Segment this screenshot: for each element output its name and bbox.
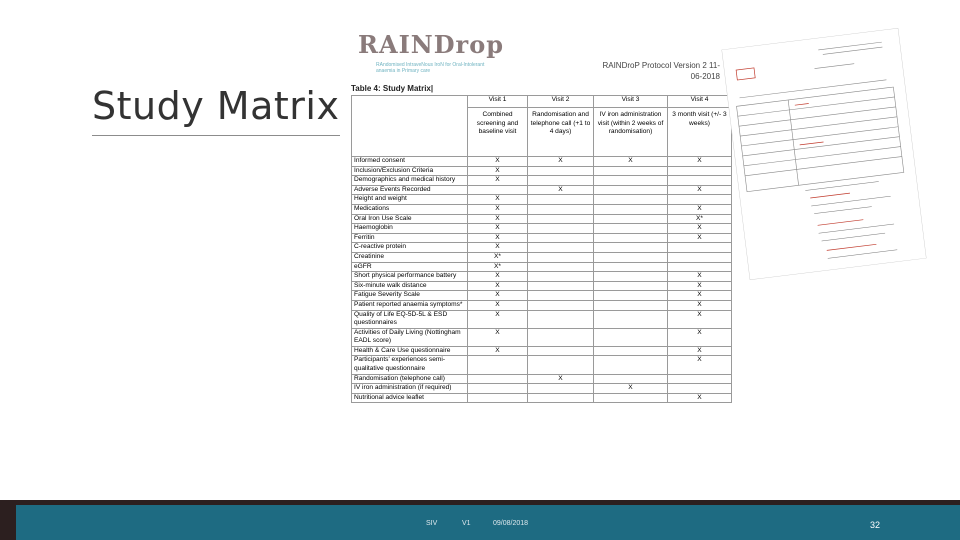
visit-4-cell: X (668, 393, 732, 403)
visit-3-cell (594, 272, 668, 282)
activity-cell: Oral Iron Use Scale (352, 214, 468, 224)
visit-4-cell (668, 243, 732, 253)
visit-1-cell: X (468, 291, 528, 301)
visit-header-row (352, 96, 732, 108)
visit-4-cell: X (668, 157, 732, 167)
study-matrix-table (351, 95, 732, 403)
footer-date: 09/08/2018 (493, 520, 529, 527)
visit-4-cell: X* (668, 214, 732, 224)
visit-2-cell (528, 166, 594, 176)
table-row (352, 328, 732, 346)
table-caption: Table 4: Study Matrix| (351, 84, 434, 93)
table-row (352, 204, 732, 214)
visit-1-cell (468, 185, 528, 195)
logo-subtitle-line1: RAndomised IntraveNous IroN for Oral-Intolerant (376, 62, 485, 68)
visit-3-header: Visit 3 (594, 96, 668, 108)
activity-cell: Fatigue Severity Scale (352, 291, 468, 301)
visit-4-cell: X (668, 185, 732, 195)
table-row (352, 262, 732, 272)
visit-1-cell: X* (468, 262, 528, 272)
visit-2-cell (528, 214, 594, 224)
activity-header-cell (352, 96, 468, 157)
visit-1-cell: X (468, 204, 528, 214)
table-row (352, 233, 732, 243)
visit-1-cell: X (468, 166, 528, 176)
visit-1-cell: X (468, 281, 528, 291)
activity-cell: Participants' experiences semi-qualitative questionnaire (352, 356, 468, 374)
visit-1-cell: X (468, 346, 528, 356)
study-matrix-body (352, 157, 732, 403)
visit-4-cell: X (668, 224, 732, 234)
visit-3-cell (594, 185, 668, 195)
visit-2-cell (528, 346, 594, 356)
visit-3-cell (594, 243, 668, 253)
document-thumbnail-image (722, 28, 927, 280)
visit-2-cell (528, 176, 594, 186)
visit-4-cell: X (668, 204, 732, 214)
visit-4-cell: X (668, 291, 732, 301)
visit-2-cell (528, 233, 594, 243)
visit-1-cell (468, 374, 528, 384)
footer-version: V1 (462, 520, 471, 527)
visit-4-cell (668, 176, 732, 186)
visit-4-cell (668, 195, 732, 205)
activity-cell: Inclusion/Exclusion Criteria (352, 166, 468, 176)
visit-4-header: Visit 4 (668, 96, 732, 108)
visit-3-cell (594, 346, 668, 356)
visit-1-cell: X (468, 224, 528, 234)
visit-3-cell (594, 291, 668, 301)
table-row (352, 272, 732, 282)
protocol-version: RAINDroP Protocol Version 2 11-06-2018 (602, 61, 720, 81)
table-row (352, 310, 732, 328)
table-row (352, 252, 732, 262)
table-row (352, 195, 732, 205)
visit-2-header: Visit 2 (528, 96, 594, 108)
table-row (352, 281, 732, 291)
visit-1-cell (468, 393, 528, 403)
visit-1-cell (468, 356, 528, 374)
visit-3-cell (594, 204, 668, 214)
raindrop-logo (358, 28, 504, 74)
visit-3-description: IV iron administration visit (within 2 weeks of randomisation) (594, 108, 668, 157)
slide-title: Study Matrix (92, 84, 340, 128)
visit-2-description: Randomisation and telephone call (+1 to 4 days) (528, 108, 594, 157)
visit-3-cell (594, 252, 668, 262)
visit-1-cell: X (468, 157, 528, 167)
visit-2-cell (528, 195, 594, 205)
activity-cell: C-reactive protein (352, 243, 468, 253)
visit-3-cell: X (594, 157, 668, 167)
visit-1-cell: X (468, 328, 528, 346)
activity-cell: eGFR (352, 262, 468, 272)
visit-1-cell: X (468, 310, 528, 328)
visit-1-cell: X (468, 300, 528, 310)
table-row (352, 176, 732, 186)
visit-4-cell: X (668, 300, 732, 310)
visit-3-cell (594, 176, 668, 186)
visit-4-cell: X (668, 346, 732, 356)
activity-cell: Randomisation (telephone call) (352, 374, 468, 384)
table-row (352, 384, 732, 394)
table-row (352, 243, 732, 253)
visit-3-cell (594, 281, 668, 291)
activity-cell: Health & Care Use questionnaire (352, 346, 468, 356)
table-row (352, 166, 732, 176)
visit-1-cell: X (468, 233, 528, 243)
table-row (352, 374, 732, 384)
visit-4-description: 3 month visit (+/- 3 weeks) (668, 108, 732, 157)
table-row (352, 214, 732, 224)
activity-cell: Activities of Daily Living (Nottingham EADL score) (352, 328, 468, 346)
activity-cell: Medications (352, 204, 468, 214)
visit-3-cell (594, 224, 668, 234)
visit-1-cell: X (468, 195, 528, 205)
visit-3-cell (594, 300, 668, 310)
document-thumbnail (722, 28, 927, 280)
activity-cell: Height and weight (352, 195, 468, 205)
visit-2-cell (528, 291, 594, 301)
activity-cell: Six-minute walk distance (352, 281, 468, 291)
activity-cell: Nutritional advice leaflet (352, 393, 468, 403)
visit-3-cell (594, 233, 668, 243)
visit-3-cell (594, 374, 668, 384)
visit-1-cell: X* (468, 252, 528, 262)
activity-cell: Adverse Events Recorded (352, 185, 468, 195)
visit-2-cell (528, 281, 594, 291)
visit-1-header: Visit 1 (468, 96, 528, 108)
visit-3-cell (594, 393, 668, 403)
table-row (352, 356, 732, 374)
visit-4-cell (668, 252, 732, 262)
visit-4-cell: X (668, 310, 732, 328)
visit-2-cell (528, 328, 594, 346)
table-row (352, 185, 732, 195)
activity-cell: Quality of Life EQ-5D-5L & ESD questionnaires (352, 310, 468, 328)
visit-2-cell (528, 243, 594, 253)
visit-3-cell (594, 214, 668, 224)
visit-1-cell: X (468, 243, 528, 253)
visit-3-cell (594, 310, 668, 328)
title-underline (92, 135, 340, 136)
visit-4-cell (668, 262, 732, 272)
footer-site: SIV (426, 520, 438, 527)
visit-4-cell (668, 374, 732, 384)
logo-wordmark: RAINDrop (358, 30, 504, 59)
visit-2-cell (528, 204, 594, 214)
visit-1-cell: X (468, 214, 528, 224)
visit-2-cell (528, 384, 594, 394)
visit-3-cell (594, 166, 668, 176)
activity-cell: Informed consent (352, 157, 468, 167)
visit-4-cell: X (668, 272, 732, 282)
table-row (352, 346, 732, 356)
visit-4-cell: X (668, 328, 732, 346)
visit-1-cell: X (468, 176, 528, 186)
table-row (352, 393, 732, 403)
visit-2-cell: X (528, 185, 594, 195)
footer-bar (0, 505, 960, 540)
visit-4-cell: X (668, 233, 732, 243)
table-row (352, 157, 732, 167)
visit-2-cell (528, 310, 594, 328)
visit-2-cell (528, 262, 594, 272)
slide-number: 32 (869, 520, 880, 530)
visit-3-cell: X (594, 384, 668, 394)
table-row (352, 291, 732, 301)
activity-cell: Creatinine (352, 252, 468, 262)
visit-3-cell (594, 262, 668, 272)
visit-2-cell (528, 252, 594, 262)
visit-3-cell (594, 356, 668, 374)
visit-4-cell (668, 384, 732, 394)
visit-3-cell (594, 195, 668, 205)
visit-2-cell (528, 356, 594, 374)
logo-subtitle-line2: anaemia in Primary care (376, 68, 431, 74)
activity-cell: Short physical performance battery (352, 272, 468, 282)
visit-2-cell (528, 224, 594, 234)
visit-1-cell (468, 384, 528, 394)
activity-cell: Haemoglobin (352, 224, 468, 234)
visit-4-cell: X (668, 356, 732, 374)
table-row (352, 300, 732, 310)
visit-4-cell (668, 166, 732, 176)
visit-3-cell (594, 328, 668, 346)
visit-2-cell: X (528, 374, 594, 384)
activity-cell: Demographics and medical history (352, 176, 468, 186)
activity-cell: Ferritin (352, 233, 468, 243)
activity-cell: Patient reported anaemia symptoms* (352, 300, 468, 310)
visit-1-cell: X (468, 272, 528, 282)
table-row (352, 224, 732, 234)
visit-4-cell: X (668, 281, 732, 291)
footer-left-block (0, 500, 16, 540)
visit-2-cell: X (528, 157, 594, 167)
visit-2-cell (528, 300, 594, 310)
logo-subtitle (376, 62, 484, 74)
visit-2-cell (528, 393, 594, 403)
visit-2-cell (528, 272, 594, 282)
activity-cell: IV iron administration (if required) (352, 384, 468, 394)
visit-1-description: Combined screening and baseline visit (468, 108, 528, 157)
